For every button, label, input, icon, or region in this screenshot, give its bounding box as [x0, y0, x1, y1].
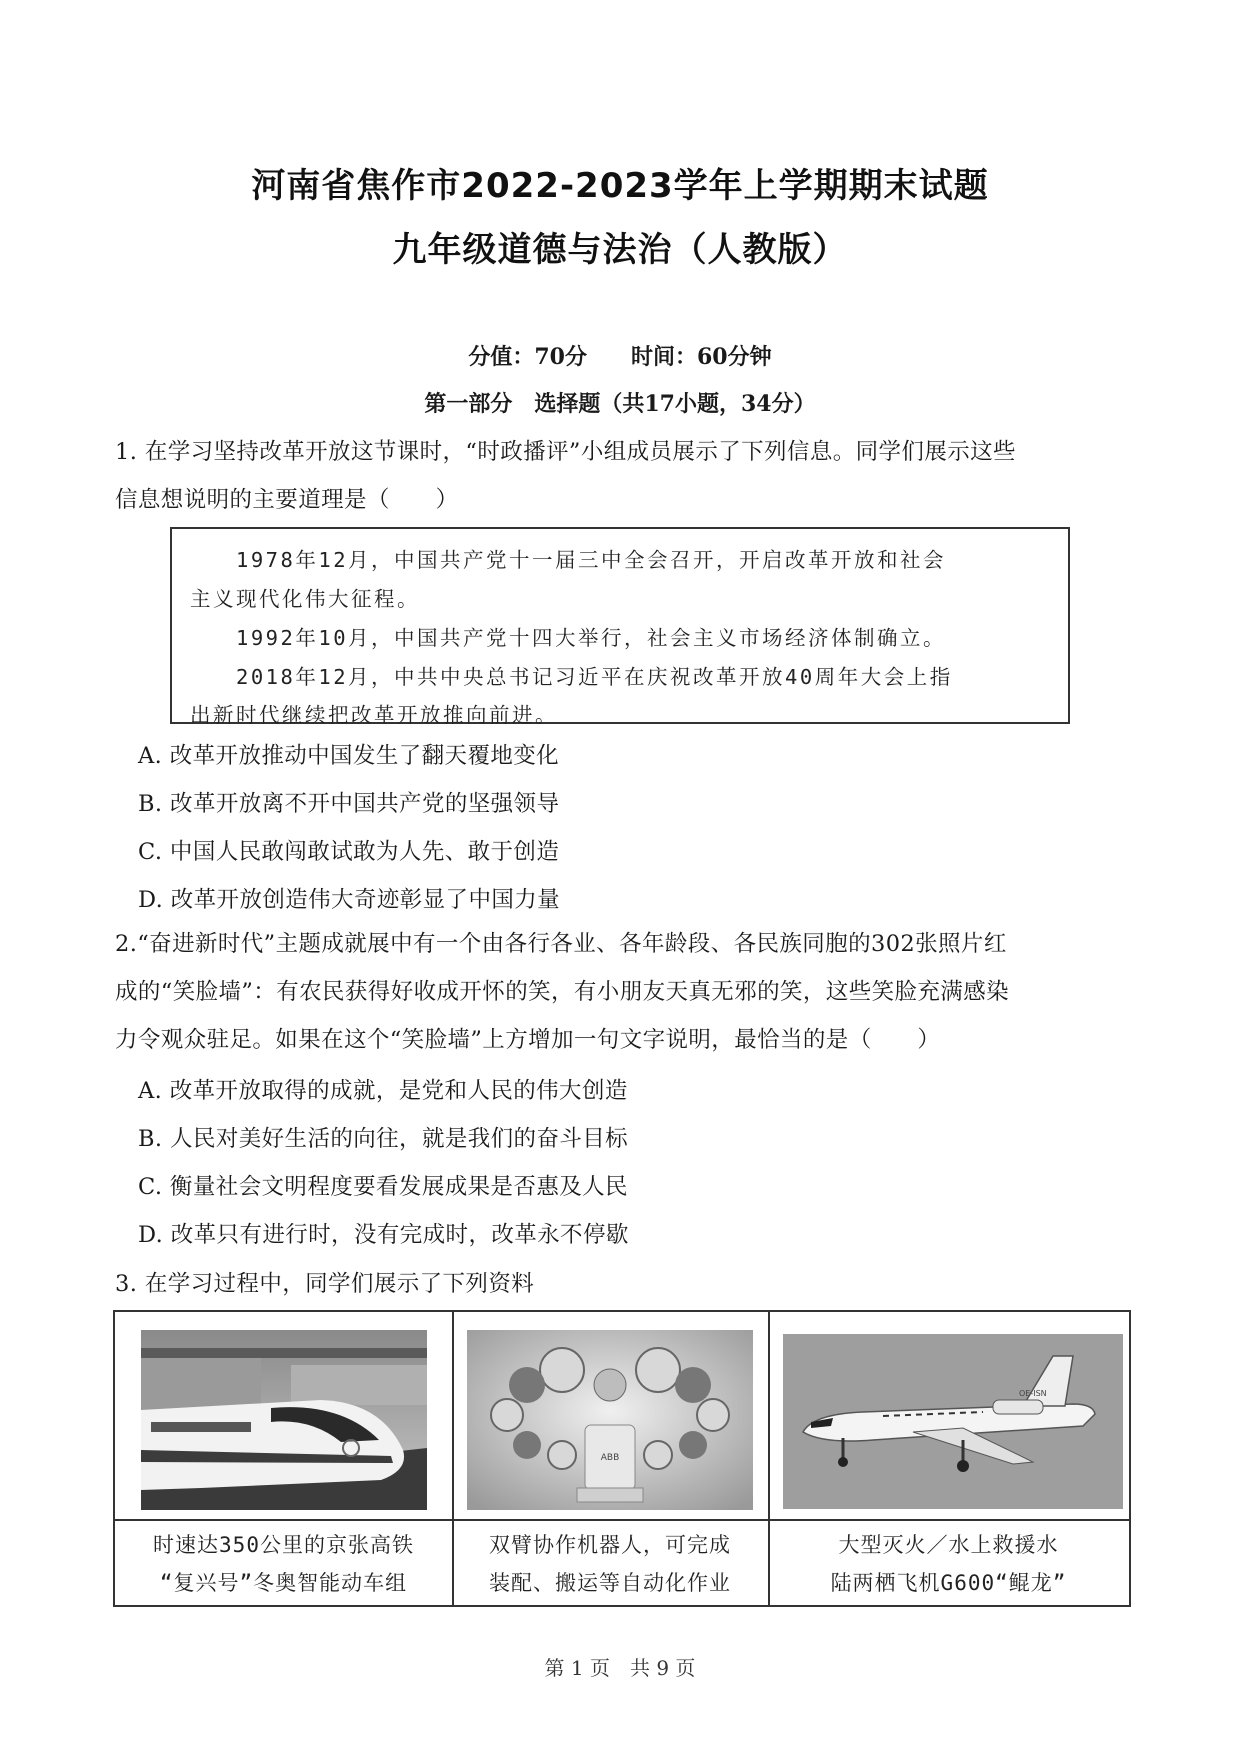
question-3-stem: 3. 在学习过程中，同学们展示了下列资料 [115, 1271, 535, 1297]
question-2-stem [115, 920, 1125, 1064]
question-1-option-b: B. 改革开放离不开中国共产党的坚强领导 [138, 791, 560, 817]
table-divider [115, 1519, 1129, 1521]
aircraft-caption [768, 1526, 1129, 1602]
question-1-stem-line1: 1. 在学习坚持改革开放这节课时，“时政播评”小组成员展示了下列信息。同学们展示这些 [115, 439, 1016, 465]
question-1-option-c: C. 中国人民敢闯敢试敢为人先、敢于创造 [138, 839, 560, 865]
dual-arm-robot-photo [467, 1330, 753, 1510]
question-2-option-d: D. 改革只有进行时，没有完成时，改革永不停歇 [138, 1222, 629, 1248]
train-caption-line2: “复兴号”冬奥智能动车组 [159, 1571, 408, 1595]
question-2-option-c: C. 衡量社会文明程度要看发展成果是否惠及人民 [138, 1174, 628, 1200]
material-line: 出新时代继续把改革开放推向前进。 [190, 703, 558, 727]
question-2-stem-line2: 成的“笑脸墙”：有农民获得好收成开怀的笑，有小朋友天真无邪的笑，这些笑脸充满感染 [115, 979, 1010, 1005]
question-1-option-a: A. 改革开放推动中国发生了翻天覆地变化 [138, 743, 560, 769]
plane-registration: OE-ISN [1019, 1389, 1047, 1398]
robot-caption-line1: 双臂协作机器人，可完成 [489, 1533, 731, 1557]
train-caption [115, 1526, 452, 1602]
material-line: 1992年10月，中国共产党十四大举行，社会主义市场经济体制确立。 [190, 626, 947, 650]
robot-caption-line2: 装配、搬运等自动化作业 [489, 1571, 731, 1595]
amphibious-aircraft-photo [783, 1334, 1123, 1509]
part-title: 第一部分 选择题（共17小题，34分） [424, 391, 816, 417]
aircraft-caption-line2: 陆两栖飞机G600“鲲龙” [830, 1571, 1067, 1595]
material-line: 主义现代化伟大征程。 [190, 587, 420, 611]
question-1-stem-line2: 信息想说明的主要道理是（ ） [115, 487, 459, 513]
aircraft-caption-line1: 大型灭火／水上救援水 [838, 1533, 1059, 1557]
material-line: 2018年12月，中共中央总书记习近平在庆祝改革开放40周年大会上指 [190, 665, 953, 689]
exam-title-line2: 九年级道德与法治（人教版） [392, 230, 848, 270]
question-2-option-b: B. 人民对美好生活的向往，就是我们的奋斗目标 [138, 1126, 629, 1152]
exam-title-line1: 河南省焦作市2022-2023学年上学期期末试题 [251, 166, 989, 206]
train-caption-line1: 时速达350公里的京张高铁 [153, 1533, 414, 1557]
question-2-stem-line3: 力令观众驻足。如果在这个“笑脸墙”上方增加一句文字说明，最恰当的是（ ） [115, 1027, 941, 1053]
robot-caption [452, 1526, 768, 1602]
score-time-info: 分值：70分 时间：60分钟 [468, 344, 772, 370]
robot-logo: ABB [600, 1453, 620, 1463]
question-1-stem [115, 428, 1125, 524]
question-1-material-box [170, 527, 1070, 727]
question-1-option-d: D. 改革开放创造伟大奇迹彰显了中国力量 [138, 887, 561, 913]
question-2-option-a: A. 改革开放取得的成就，是党和人民的伟大创造 [138, 1078, 628, 1104]
question-2-stem-line1: 2.“奋进新时代”主题成就展中有一个由各行各业、各年龄段、各民族同胞的302张照片红 [115, 931, 1007, 957]
material-line: 1978年12月，中国共产党十一届三中全会召开，开启改革开放和社会 [190, 548, 947, 572]
page-footer: 第 1 页 共 9 页 [544, 1656, 696, 1680]
high-speed-train-photo [141, 1330, 427, 1510]
question-3-image-table [113, 1310, 1131, 1607]
